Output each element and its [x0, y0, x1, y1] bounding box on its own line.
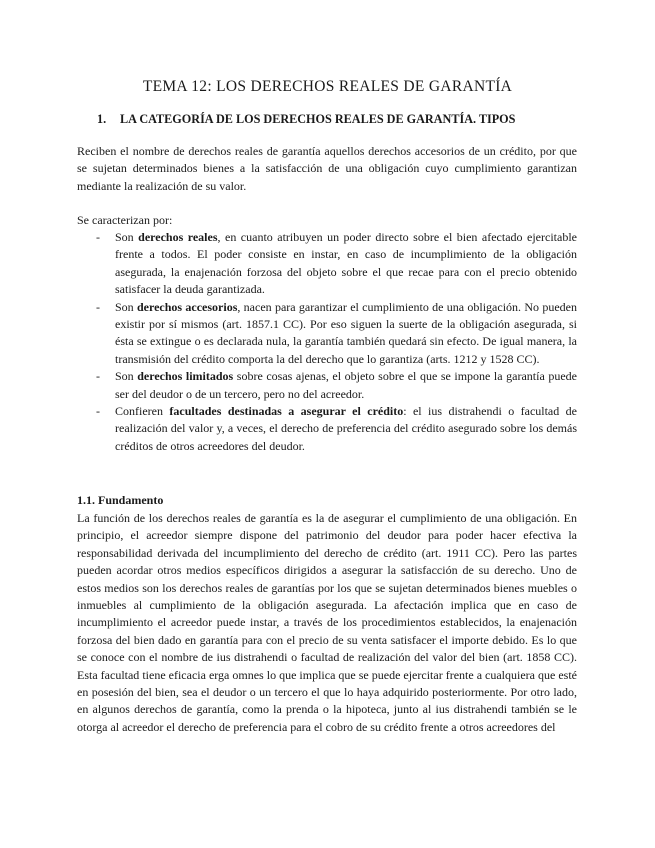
list-item-text: , nacen para garantizar el cumplimiento de una obligación. No pueden existir por sí mismos (art. 1857.1 CC). Por eso siguen la suerte de la obligación asegurada, si ésta se extingue o es declarada nula, la garantía también quedará sin efecto. De igual manera, la transmisión del crédito comporta la del derecho que lo garantiza (arts. 1212 y 1528 CC). [115, 299, 577, 366]
characteristics-list [77, 229, 577, 455]
bullet-dash: - [96, 299, 100, 314]
list-item-text: , en cuanto atribuyen un poder directo sobre el bien afectado ejercitable frente a todos. El poder consiste en instar, en caso de incumplimiento de la obligación asegurada, la enajenación forzosa del objeto sobre el que recae para con el precio obtenido satisfacer la deuda garantizada. [115, 230, 577, 297]
list-item-lead: Son [115, 369, 138, 384]
subsection-heading: 1.1. Fundamento [77, 493, 164, 507]
fundamento-paragraph: La función de los derechos reales de garantía es la de asegurar el cumplimiento de una obligación. En principio, el acreedor siempre dispone del patrimonio del deudor para poder hacer efectiva la responsabilidad derivada del incumplimiento del derecho de crédito (art. 1911 CC). Pero las partes pueden acordar otros medios específicos dirigidos a asegurar la satisfacción de su derecho. Uno de estos medios son los derechos reales de garantías por los que se sujetan determinados bienes muebles o inmuebles al cumplimiento de la obligación asegurada. La afectación implica que en caso de incumplimiento el acreedor puede instar, a través de los procedimientos establecidos, la enajenación forzosa del bien dado en garantía para con el precio de su venta satisfacer el importe debido. Es lo que se conoce con el nombre de ius distrahendi o facultad de realización del valor del bien (art. 1858 CC). Esta facultad tiene eficacia erga omnes lo que implica que se puede ejercitar frente a cualquiera que esté en posesión del bien, sea el deudor o un tercero el que lo haya adquirido posteriormente. Por otro lado, en algunos derechos de garantía, como la prenda o la hipoteca, junto al ius distrahendi también se le otorga al acreedor el derecho de preferencia para el cobro de su crédito frente a otros acreedores del [77, 511, 577, 734]
section-heading [97, 112, 515, 127]
list-item [77, 299, 577, 369]
list-item-bold: derechos limitados [137, 369, 234, 384]
list-item-text: : el ius distrahendi o facultad de realización del valor y, a veces, el derecho de preferencia del crédito asegurado sobre los demás créditos de otros acreedores del deudor. [115, 404, 577, 453]
list-item-bold: facultades destinadas a asegurar el crédito [169, 404, 404, 419]
list-item [77, 403, 577, 455]
list-item-lead: Son [115, 230, 139, 244]
list-item [77, 368, 577, 403]
list-item [77, 229, 577, 299]
list-item-lead: Confieren [115, 404, 170, 419]
list-item-bold: derechos accesorios [136, 299, 238, 314]
section-number: 1. [97, 112, 107, 126]
intro-paragraph: Reciben el nombre de derechos reales de garantía aquellos derechos accesorios de un crédito, por que se sujetan determinados bienes a la satisfacción de una obligación cuyo cumplimiento garantizan mediante la realización de su valor. [77, 144, 577, 193]
list-item-bold: derechos reales [138, 230, 218, 244]
characterized-label: Se caracterizan por: [77, 213, 173, 227]
bullet-dash: - [96, 369, 100, 384]
bullet-dash: - [96, 230, 100, 244]
list-item-text: sobre cosas ajenas, el objeto sobre el que se impone la garantía puede ser del deudor o de un tercero, pero no del acreedor. [115, 369, 577, 401]
section-title: LA CATEGORÍA DE LOS DERECHOS REALES DE GARANTÍA. TIPOS [120, 112, 516, 126]
list-item-lead: Son [115, 299, 137, 314]
page-title: TEMA 12: LOS DERECHOS REALES DE GARANTÍA [142, 78, 513, 95]
bullet-dash: - [96, 404, 100, 419]
